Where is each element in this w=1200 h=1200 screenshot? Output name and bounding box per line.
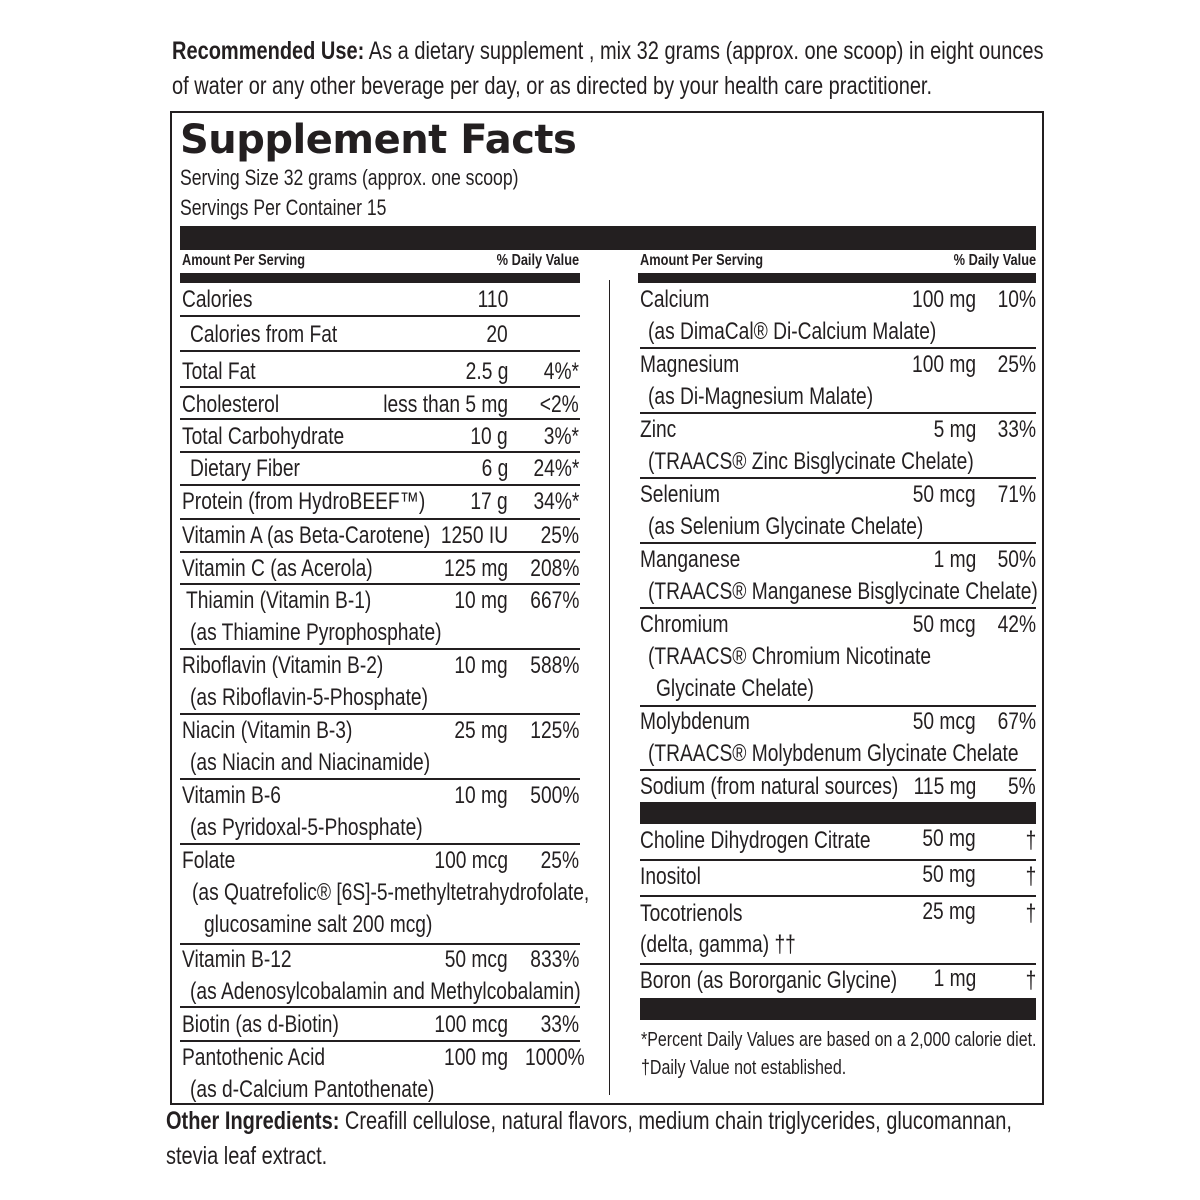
nutrient-source: (as Quatrefolic® [6S]-5-methyltetrahydrofolate, bbox=[192, 879, 590, 906]
nutrient-name: Vitamin A (as Beta-Carotene) bbox=[182, 522, 431, 549]
mineral-name: Sodium (from natural sources) bbox=[640, 773, 899, 800]
nutrient-source: (as d-Calcium Pantothenate) bbox=[190, 1076, 435, 1103]
mineral-source: (as Selenium Glycinate Chelate) bbox=[648, 513, 924, 540]
nutrient-amount: less than 5 mg bbox=[383, 391, 508, 418]
nutrient-daily-value: 25% bbox=[540, 522, 579, 549]
nutrient-amount: 100 mcg bbox=[434, 847, 508, 874]
nutrient-amount: 6 g bbox=[481, 455, 508, 482]
nutrient-amount: 25 mg bbox=[454, 717, 508, 744]
nutrient-daily-value: 24%* bbox=[533, 455, 579, 482]
nutrient-name: Calories from Fat bbox=[190, 321, 338, 348]
other-nutrient-amount: 25 mg bbox=[922, 898, 976, 925]
other-ingredients-text-line2: stevia leaf extract. bbox=[166, 1142, 328, 1170]
column-divider bbox=[609, 280, 610, 1095]
left-header-daily-value: % Daily Value bbox=[496, 252, 579, 269]
nutrient-daily-value: <2% bbox=[540, 391, 579, 418]
mineral-amount: 100 mg bbox=[911, 286, 976, 313]
other-nutrient-source: (delta, gamma) †† bbox=[640, 931, 796, 958]
nutrient-name: Total Carbohydrate bbox=[182, 423, 345, 450]
left-header-amount: Amount Per Serving bbox=[182, 252, 306, 269]
other-ingredients-text-line1: Creafill cellulose, natural flavors, medium chain triglycerides, glucomannan, bbox=[344, 1107, 1012, 1135]
right-header-bar bbox=[638, 273, 1036, 283]
other-nutrient-name: Tocotrienols bbox=[640, 900, 743, 927]
nutrient-source: (as Thiamine Pyrophosphate) bbox=[190, 619, 442, 646]
mineral-source: (as Di-Magnesium Malate) bbox=[648, 383, 874, 410]
recommended-use-text-line1: As a dietary supplement , mix 32 grams (approx. one scoop) in eight ounces bbox=[368, 37, 1044, 65]
nutrient-name: Vitamin B-12 bbox=[182, 946, 292, 973]
other-nutrient-amount: 50 mg bbox=[922, 825, 976, 852]
mineral-daily-value: 50% bbox=[997, 546, 1036, 573]
mineral-amount: 50 mcg bbox=[913, 708, 976, 735]
mineral-name: Selenium bbox=[640, 481, 721, 508]
other-nutrient-name: Choline Dihydrogen Citrate bbox=[640, 827, 871, 854]
other-nutrient-amount: 50 mg bbox=[922, 861, 976, 888]
row-divider bbox=[180, 418, 580, 420]
nutrient-source: glucosamine salt 200 mcg) bbox=[204, 911, 433, 938]
footnote-daily-values: *Percent Daily Values are based on a 2,000 calorie diet. bbox=[641, 1029, 1037, 1051]
mineral-amount: 100 mg bbox=[911, 351, 976, 378]
mineral-name: Magnesium bbox=[640, 351, 740, 378]
nutrient-daily-value: 3%* bbox=[543, 423, 579, 450]
nutrient-name: Niacin (Vitamin B-3) bbox=[182, 717, 353, 744]
mineral-amount: 115 mg bbox=[913, 773, 976, 800]
nutrient-amount: 50 mcg bbox=[445, 946, 508, 973]
right-header-amount: Amount Per Serving bbox=[640, 252, 764, 269]
row-divider bbox=[180, 315, 580, 317]
other-nutrient-daily-value: † bbox=[1025, 827, 1036, 854]
other-nutrient-name: Boron (as Bororganic Glycine) bbox=[640, 967, 898, 994]
mineral-name: Chromium bbox=[640, 611, 729, 638]
nutrient-name: Folate bbox=[182, 847, 236, 874]
footnote-not-established: †Daily Value not established. bbox=[641, 1057, 847, 1079]
nutrient-daily-value: 500% bbox=[529, 782, 579, 809]
right-section-divider-bar bbox=[640, 802, 1036, 824]
other-nutrient-daily-value: † bbox=[1025, 967, 1036, 994]
mineral-source: (TRAACS® Chromium Nicotinate bbox=[648, 643, 932, 670]
row-divider bbox=[180, 1006, 580, 1008]
mineral-daily-value: 25% bbox=[997, 351, 1036, 378]
left-header-bar bbox=[180, 273, 580, 283]
nutrient-amount: 110 bbox=[477, 286, 508, 313]
mineral-amount: 5 mg bbox=[933, 416, 976, 443]
nutrient-amount: 1250 IU bbox=[440, 522, 508, 549]
nutrient-amount: 100 mg bbox=[443, 1044, 508, 1071]
mineral-source: (TRAACS® Molybdenum Glycinate Chelate bbox=[648, 740, 1019, 767]
recommended-use-text-line2: of water or any other beverage per day, or as directed by your health care practitioner. bbox=[172, 72, 933, 100]
nutrient-daily-value: 25% bbox=[540, 847, 579, 874]
mineral-name: Calcium bbox=[640, 286, 710, 313]
other-nutrient-daily-value: † bbox=[1025, 900, 1036, 927]
serving-size: Serving Size 32 grams (approx. one scoop) bbox=[180, 165, 519, 190]
other-nutrient-daily-value: † bbox=[1025, 863, 1036, 890]
nutrient-amount: 10 mg bbox=[454, 652, 508, 679]
mineral-name: Molybdenum bbox=[640, 708, 750, 735]
row-divider bbox=[640, 412, 1036, 414]
row-divider bbox=[640, 895, 1036, 897]
nutrient-amount: 125 mg bbox=[443, 555, 508, 582]
nutrient-daily-value: 4%* bbox=[543, 358, 579, 385]
recommended-use-label: Recommended Use: bbox=[172, 37, 365, 65]
other-ingredients-label: Other Ingredients: bbox=[166, 1107, 340, 1135]
mineral-name: Zinc bbox=[640, 416, 677, 443]
mineral-daily-value: 5% bbox=[1008, 773, 1036, 800]
mineral-source: (as DimaCal® Di-Calcium Malate) bbox=[648, 318, 937, 345]
nutrient-name: Vitamin C (as Acerola) bbox=[182, 555, 373, 582]
mineral-daily-value: 33% bbox=[997, 416, 1036, 443]
nutrient-name: Pantothenic Acid bbox=[182, 1044, 326, 1071]
mineral-amount: 50 mcg bbox=[913, 481, 976, 508]
nutrient-daily-value: 208% bbox=[529, 555, 579, 582]
nutrient-amount: 10 mg bbox=[454, 587, 508, 614]
nutrient-daily-value: 588% bbox=[529, 652, 579, 679]
nutrient-source: (as Pyridoxal-5-Phosphate) bbox=[190, 814, 423, 841]
nutrient-daily-value: 34%* bbox=[533, 488, 579, 515]
mineral-daily-value: 42% bbox=[997, 611, 1036, 638]
mineral-daily-value: 10% bbox=[997, 286, 1036, 313]
nutrient-daily-value: 1000% bbox=[524, 1044, 585, 1071]
servings-per-container: Servings Per Container 15 bbox=[180, 195, 387, 220]
recommended-use bbox=[172, 34, 1172, 104]
mineral-source: (TRAACS® Manganese Bisglycinate Chelate) bbox=[648, 578, 1038, 605]
nutrient-name: Vitamin B-6 bbox=[182, 782, 281, 809]
row-divider bbox=[180, 350, 580, 352]
mineral-daily-value: 71% bbox=[997, 481, 1036, 508]
mineral-daily-value: 67% bbox=[997, 708, 1036, 735]
nutrient-source: (as Adenosylcobalamin and Methylcobalamin) bbox=[190, 978, 581, 1005]
nutrient-name: Riboflavin (Vitamin B-2) bbox=[182, 652, 384, 679]
other-nutrient-amount: 1 mg bbox=[933, 965, 976, 992]
nutrient-amount: 2.5 g bbox=[465, 358, 508, 385]
nutrient-daily-value: 33% bbox=[540, 1011, 579, 1038]
nutrient-source: (as Riboflavin-5-Phosphate) bbox=[190, 684, 428, 711]
row-divider bbox=[180, 386, 580, 388]
other-nutrient-name: Inositol bbox=[640, 863, 701, 890]
other-ingredients bbox=[166, 1104, 1176, 1174]
nutrient-daily-value: 667% bbox=[529, 587, 579, 614]
nutrient-name: Protein (from HydroBEEF™) bbox=[182, 488, 426, 515]
mineral-source: Glycinate Chelate) bbox=[656, 675, 814, 702]
supplement-facts-title: Supplement Facts bbox=[180, 117, 577, 163]
nutrient-amount: 10 mg bbox=[454, 782, 508, 809]
nutrient-source: (as Niacin and Niacinamide) bbox=[190, 749, 431, 776]
nutrient-name: Dietary Fiber bbox=[190, 455, 300, 482]
mineral-source: (TRAACS® Zinc Bisglycinate Chelate) bbox=[648, 448, 974, 475]
right-header-daily-value: % Daily Value bbox=[953, 252, 1036, 269]
mineral-amount: 1 mg bbox=[933, 546, 976, 573]
nutrient-amount: 10 g bbox=[470, 423, 508, 450]
nutrient-name: Calories bbox=[182, 286, 253, 313]
nutrient-amount: 20 bbox=[486, 321, 508, 348]
nutrient-name: Thiamin (Vitamin B-1) bbox=[186, 587, 372, 614]
mineral-name: Manganese bbox=[640, 546, 741, 573]
right-bottom-bar bbox=[640, 998, 1036, 1020]
nutrient-name: Total Fat bbox=[182, 358, 256, 385]
nutrient-name: Cholesterol bbox=[182, 391, 280, 418]
nutrient-name: Biotin (as d-Biotin) bbox=[182, 1011, 339, 1038]
nutrient-amount: 17 g bbox=[470, 488, 508, 515]
header-thick-bar bbox=[180, 226, 1036, 250]
mineral-amount: 50 mcg bbox=[913, 611, 976, 638]
nutrient-amount: 100 mcg bbox=[434, 1011, 508, 1038]
nutrient-daily-value: 833% bbox=[529, 946, 579, 973]
nutrient-daily-value: 125% bbox=[529, 717, 579, 744]
